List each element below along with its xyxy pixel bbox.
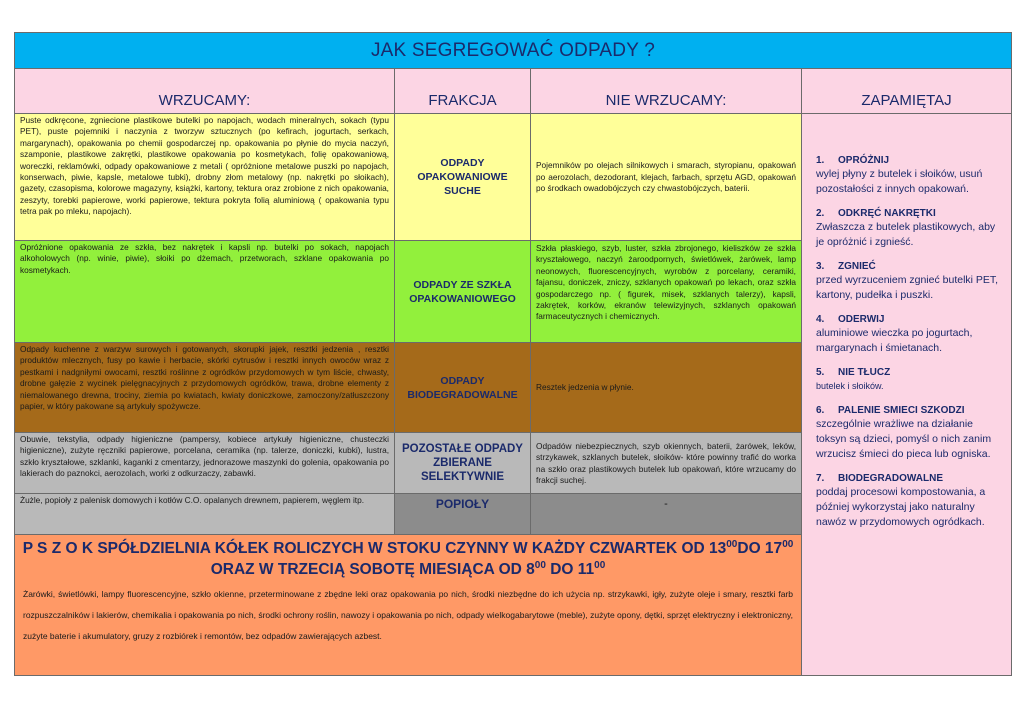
- row-dry-nie-wrzucamy: [530, 113, 802, 241]
- pszok-line2-a: ORAZ W TRZECIĄ SOBOTĘ MIESIĄCA OD 8: [210, 561, 535, 578]
- remember-head: ODKRĘĆ NAKRĘTKI: [838, 208, 936, 219]
- remember-body: Zwłaszcza z butelek plastikowych, aby je opróżnić i zgnieść.: [816, 221, 996, 248]
- pszok-line1: [23, 540, 794, 557]
- remember-head: ODERWIJ: [838, 314, 885, 325]
- remember-num: 4.: [816, 314, 825, 325]
- remember-item: [816, 366, 1003, 394]
- row-ash-frakcja: POPIOŁY: [394, 493, 531, 535]
- pszok-line2-b: DO 11: [545, 561, 595, 578]
- pszok-line2-sup1: 00: [534, 559, 546, 571]
- remember-item: [816, 472, 1003, 530]
- pszok-line2-sup2: 00: [594, 559, 606, 571]
- remember-num: 1.: [816, 155, 825, 166]
- pszok-line1-b: DO 17: [737, 540, 783, 557]
- row-other-nie-wrzucamy: [530, 432, 802, 494]
- remember-body: poddaj procesowi kompostowania, a później wykorzystaj jako naturalny nawóz w przydomowych ogródkach.: [816, 486, 986, 528]
- header-wrzucamy: WRZUCAMY:: [14, 68, 395, 114]
- remember-body: szczególnie wrażliwe na działanie toksyn są dzieci, pomyśl o nich zanim wrzucisz śmieci do pieca lub ogniska.: [816, 418, 992, 460]
- row-other-wrzucamy: Obuwie, tekstylia, odpady higieniczne (pampersy, kobiece artykuły higieniczne, chusteczki higieniczne), zużyte ręczniki papierowe, porcelana, ceramika (np. talerze, doniczki, kubki), lustra, szkło kryształowe, szklanki, kaganki z cmentarzy, jednorazowe maszynki do golenia, opakowania po lakierach do paznokci, aerozolach, worki z odkurzaczy, zabawki.: [14, 432, 395, 494]
- row-ash-wrzucamy: Żużle, popioły z palenisk domowych i kotłów C.O. opalanych drewnem, papierem, węglem itp.: [14, 493, 395, 535]
- page-title: JAK SEGREGOWAĆ ODPADY ?: [14, 32, 1012, 69]
- row-other-frakcja: POZOSTAŁE ODPADY ZBIERANE SELEKTYWNIE: [394, 432, 531, 494]
- pszok-line1-sup2: 00: [782, 538, 794, 550]
- remember-head: PALENIE SMIECI SZKODZI: [838, 405, 965, 416]
- row-bio-frakcja: ODPADY BIODEGRADOWALNE: [394, 342, 531, 433]
- row-glass-frakcja: ODPADY ZE SZKŁA OPAKOWANIOWEGO: [394, 240, 531, 343]
- row-bio-wrzucamy: Odpady kuchenne z warzyw surowych i gotowanych, skorupki jajek, resztki jedzenia , resztki produktów mlecznych, fusy po kawie i herbacie, skórki cytrusów i resztki innych owoców wraz z pestkami i nadgniłymi owocami, resztki roślinne z ogródków przydomowych w tym liście, chwasty, drobne gałęzie z wycinek pielęgnacyjnych z przydomowych ogródków, trawa, drobne elementy z niemalowanego drewna, trociny, ziemia po kwiatach, kwiaty doniczkowe, zamoczony/zatłuszczony papier, w który pakowane są artykuły spożywcze.: [14, 342, 395, 433]
- remember-num: 2.: [816, 208, 825, 219]
- pszok-title: [15, 535, 801, 580]
- header-nie-wrzucamy: NIE WRZUCAMY:: [530, 68, 802, 114]
- row-glass-wrzucamy: Opróżnione opakowania ze szkła, bez nakrętek i kapsli np. butelki po sokach, napojach alkoholowych (np. winie, piwie), słoiki po dżemach, przetworach, szklane opakowania po kosmetykach.: [14, 240, 395, 343]
- remember-head: OPRÓŻNIJ: [838, 155, 890, 166]
- pszok-list: Żarówki, świetlówki, lampy fluorescencyjne, szkło okienne, przeterminowane z zbędne leki oraz opakowania po nich, środki niezbędne do ich użycia np. strzykawki, igły, zużyte oleje i smary, resztki farb rozpuszczalników i lakierów, chemikalia i opakowania po nich, środki ochrony roślin, nawozy i opakowania po nich, odpady wielkogabarytowe (meble), zużyte opony, dętki, sprzęt elektryczny i elektroniczny, zużyte baterie i akumulatory, gruzy z rozbiórek i remontów, bez odpadów zawierających azbest.: [23, 589, 793, 641]
- waste-segregation-table: [14, 32, 1012, 676]
- row-glass-nie-wrzucamy: Szkła płaskiego, szyb, luster, szkła zbrojonego, kieliszków ze szkła kryształowego, naczyń żaroodpornych, świetlówek, żarówek, lamp neonowych, fluorescencyjnych, wyrobów z porcelany, ceramiki, fajansu, doniczek, zniczy, szklanych opakowań po lekach, oraz szkła gospodarczego np. ( figurek, misek, szklanych talerzy), kapsli, zakrętek, korków, ekranów telewizyjnych, szklanych opakowań farmaceutycznych i chemicznych.: [530, 240, 802, 343]
- remember-body: butelek i słoików.: [816, 381, 884, 391]
- remember-num: 6.: [816, 405, 825, 416]
- remember-body: aluminiowe wieczka po jogurtach, margarynach i śmietanach.: [816, 327, 973, 354]
- row-dry-wrzucamy: Puste odkręcone, zgniecione plastikowe butelki po napojach, wodach mineralnych, sokach (typu PET), puste pojemniki i naczynia z tworzyw sztucznych (po kefirach, jogurtach, serkach, margarynach), opakowania po chemii gospodarczej np. opakowania po płynie do mycia naczyń, szamponie, plastikowe zakrętki, plastikowe opakowania po kosmetykach, folię opakowaniową, woreczki, reklamówki, odpady opakowaniowe z metali ( opróżnione metalowe puszki po napojach, konserwach, piwie, kapsle, metalowe tubki), drobny złom metalowy (np. nakrętki po słoikach), gazety, czasopisma, kolorowe magazyny, książki, kartony, tektura oraz zrobione z nich opakowania, zeszyty, torebki papierowe, worki papierowe, tektura pokryta folią aluminiową ( opakowania typu tetra pak po mleku, napojach).: [14, 113, 395, 241]
- remember-item: [816, 260, 1003, 303]
- row-dry-frakcja: ODPADY OPAKOWANIOWE SUCHE: [394, 113, 531, 241]
- row-ash-nie-wrzucamy: -: [530, 493, 802, 535]
- remember-num: 7.: [816, 473, 825, 484]
- pszok-section: [14, 534, 802, 676]
- remember-item: [816, 404, 1003, 462]
- remember-body: przed wyrzuceniem zgnieć butelki PET, kartony, pudełka i puszki.: [816, 274, 999, 301]
- remember-body: wylej płyny z butelek i słoików, usuń pozostałości z innych opakowań.: [816, 168, 983, 195]
- row-bio-nie-wrzucamy: [530, 342, 802, 433]
- remember-item: [816, 313, 1003, 356]
- row-dry-nie-wrzucamy-text: Pojemników po olejach silnikowych i smarach, styropianu, opakowań po aerozolach, dezodorant, klejach, farbach, sprzętu AGD, opakowań po środkach owadobójczych czy chwastobójczych, baterii.: [536, 160, 796, 194]
- pszok-line1-sup1: 00: [726, 538, 738, 550]
- pszok-line2: [211, 561, 606, 578]
- remember-head: BIODEGRADOWALNE: [838, 473, 943, 484]
- remember-head: NIE TŁUCZ: [838, 367, 891, 378]
- remember-head: ZGNIEĆ: [838, 261, 876, 272]
- remember-item: [816, 154, 1003, 197]
- remember-num: 3.: [816, 261, 825, 272]
- pszok-line1-a: P S Z O K SPÓŁDZIELNIA KÓŁEK ROLICZYCH W STOKU CZYNNY W KAŻDY CZWARTEK OD 13: [22, 540, 727, 557]
- header-zapamietaj: ZAPAMIĘTAJ: [801, 68, 1012, 114]
- header-frakcja: FRAKCJA: [394, 68, 531, 114]
- remember-list: [801, 113, 1012, 676]
- remember-num: 5.: [816, 367, 825, 378]
- row-other-nie-wrzucamy-text: Odpadów niebezpiecznych, szyb okiennych, baterii, żarówek, leków, strzykawek, szklanych butelek, słoików- które powinny trafić do worka na szkło oraz plastikowych butelek lub opakowań, które wrzucamy do frakcji suchej.: [536, 440, 796, 485]
- remember-item: [816, 207, 1003, 250]
- row-bio-nie-wrzucamy-text: Resztek jedzenia w płynie.: [536, 382, 634, 393]
